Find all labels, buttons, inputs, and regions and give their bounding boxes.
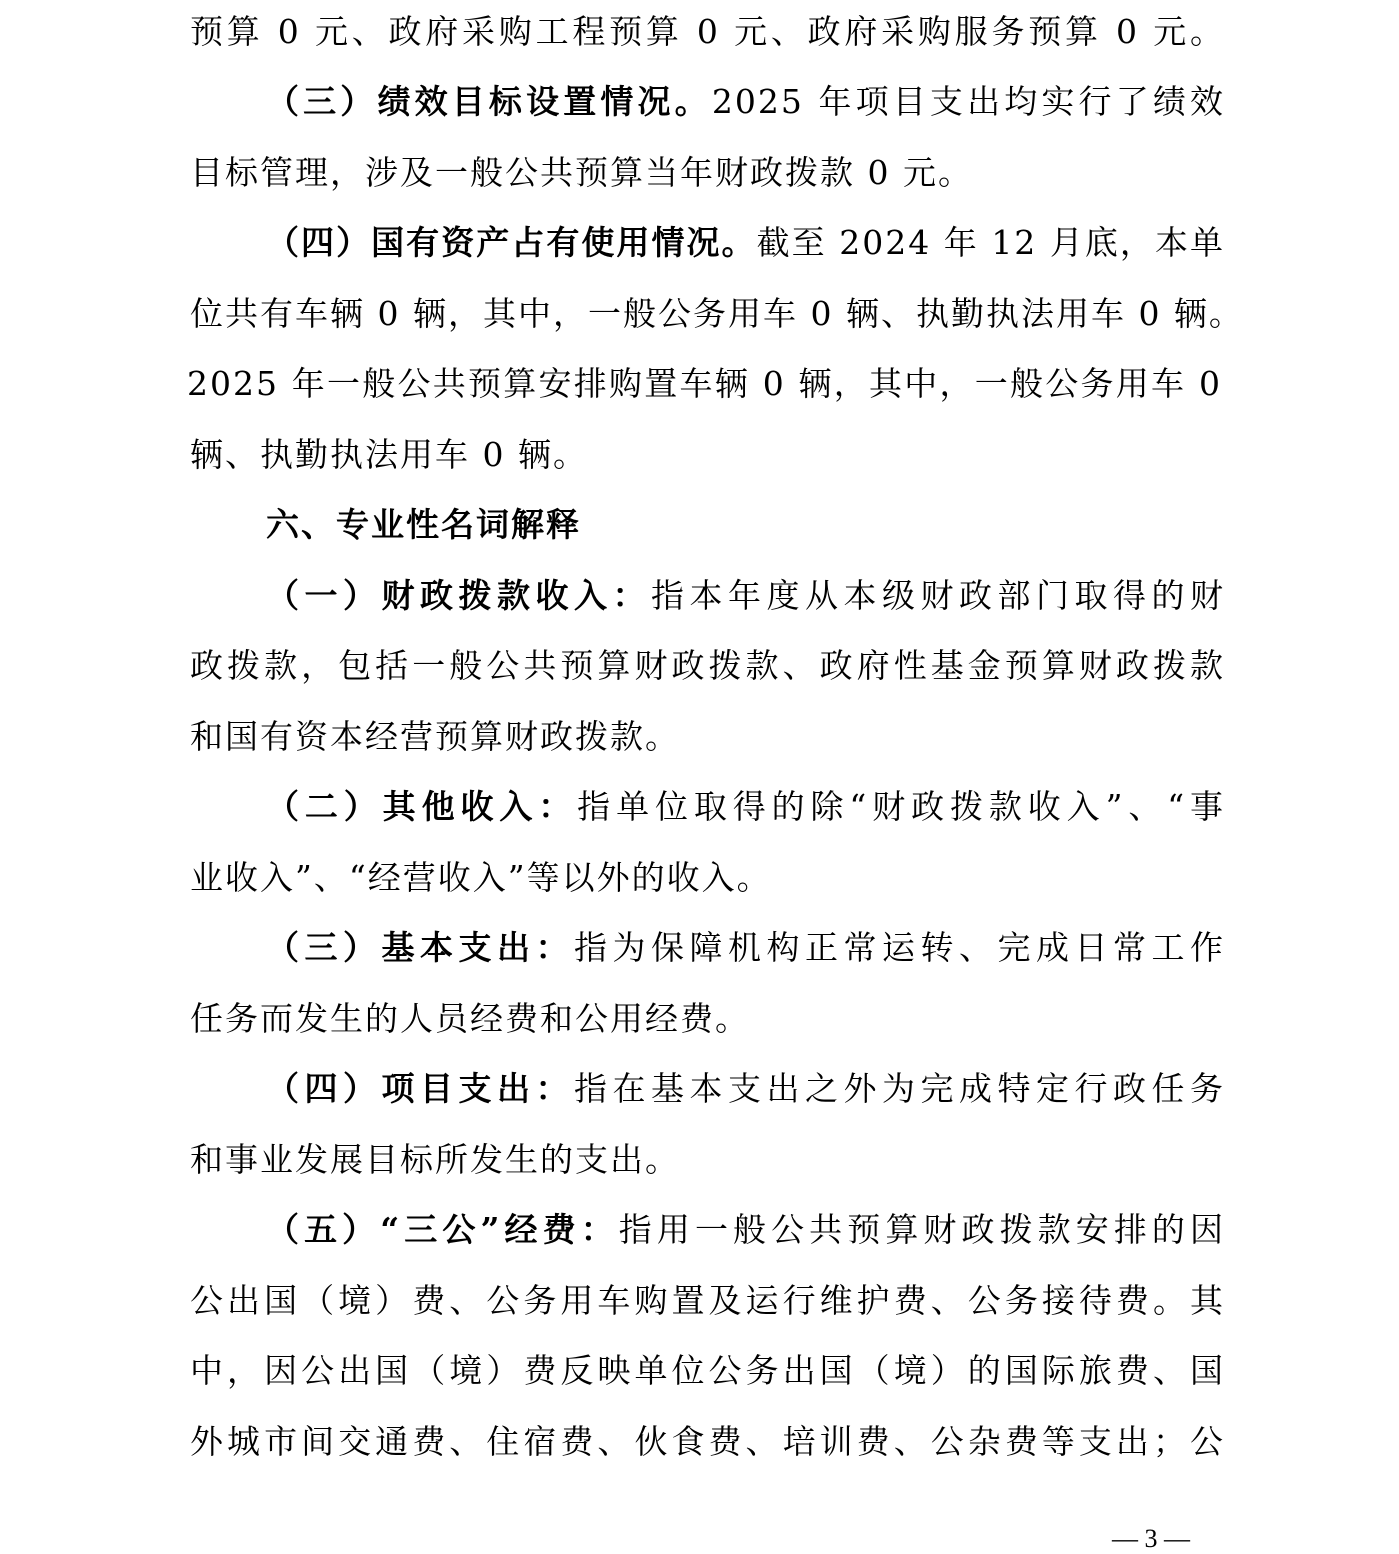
item-text: 截至 2024 年 12 月底，本单: [756, 223, 1226, 262]
term-text: 指为保障机构正常运转、完成日常工作: [574, 928, 1225, 967]
paragraph-line: [266, 77, 1225, 127]
term-text: 指在基本支出之外为完成特定行政任务: [574, 1069, 1225, 1108]
term-text: 中，因公出国（境）费反映单位公务出国（境）的国际旅费、国: [190, 1351, 1225, 1390]
item-text: 2025 年项目支出均实行了绩效: [711, 82, 1225, 121]
item-text: 位共有车辆 0 辆，其中，一般公务用车 0 辆、执勤执法用车 0 辆。: [190, 294, 1244, 333]
paragraph-line: [266, 571, 1225, 621]
item-text: 辆、执勤执法用车 0 辆。: [190, 435, 588, 474]
paragraph-line: [190, 148, 973, 198]
paragraph-line: [190, 430, 588, 480]
paragraph-line: [187, 359, 1222, 409]
paragraph-line: [190, 994, 750, 1044]
paragraph-line: [190, 1417, 1225, 1467]
paragraph-line: [190, 712, 680, 762]
budget-tail-text: 预算 0 元、政府采购工程预算 0 元、政府采购服务预算 0 元。: [190, 12, 1225, 51]
paragraph-line: [190, 641, 1225, 691]
term-lead: （二）其他收入：: [266, 787, 578, 826]
term-text: 指单位取得的除“财政拨款收入”、“事: [577, 787, 1225, 826]
section-heading: 六、专业性名词解释: [266, 505, 581, 544]
term-lead: （三）基本支出：: [266, 928, 574, 967]
term-text: 指用一般公共预算财政拨款安排的因: [618, 1210, 1226, 1249]
page-number: — 3 —: [1112, 1524, 1190, 1553]
paragraph-line: [190, 289, 1244, 339]
paragraph-line: [266, 1064, 1225, 1114]
paragraph-line: [190, 1135, 680, 1185]
paragraph-line: [190, 853, 772, 903]
term-text: 公出国（境）费、公务用车购置及运行维护费、公务接待费。其: [190, 1281, 1225, 1320]
term-text: 指本年度从本级财政部门取得的财: [651, 576, 1225, 615]
paragraph-line: [190, 7, 1225, 57]
term-text: 外城市间交通费、住宿费、伙食费、培训费、公杂费等支出；公: [190, 1422, 1225, 1461]
term-lead: （一）财政拨款收入：: [266, 576, 651, 615]
paragraph-line: [266, 923, 1225, 973]
term-text: 业收入”、“经营收入”等以外的收入。: [190, 858, 772, 897]
paragraph-line: [266, 1205, 1225, 1255]
item-lead: （四）国有资产占有使用情况。: [266, 223, 757, 262]
term-text: 任务而发生的人员经费和公用经费。: [190, 999, 750, 1038]
term-text: 和事业发展目标所发生的支出。: [190, 1140, 680, 1179]
item-lead: （三）绩效目标设置情况。: [266, 82, 712, 121]
term-text: 政拨款，包括一般公共预算财政拨款、政府性基金预算财政拨款: [190, 646, 1225, 685]
term-lead: （四）项目支出：: [266, 1069, 574, 1108]
item-text: 目标管理，涉及一般公共预算当年财政拨款 0 元。: [190, 153, 973, 192]
paragraph-line: [190, 1276, 1225, 1326]
paragraph-line: [266, 782, 1225, 832]
item-text: 2025 年一般公共预算安排购置车辆 0 辆，其中，一般公务用车 0: [187, 364, 1222, 403]
term-text: 和国有资本经营预算财政拨款。: [190, 717, 680, 756]
paragraph-line: [266, 218, 1225, 268]
term-lead: （五）“三公”经费：: [266, 1210, 619, 1249]
paragraph-line: [190, 1346, 1225, 1396]
